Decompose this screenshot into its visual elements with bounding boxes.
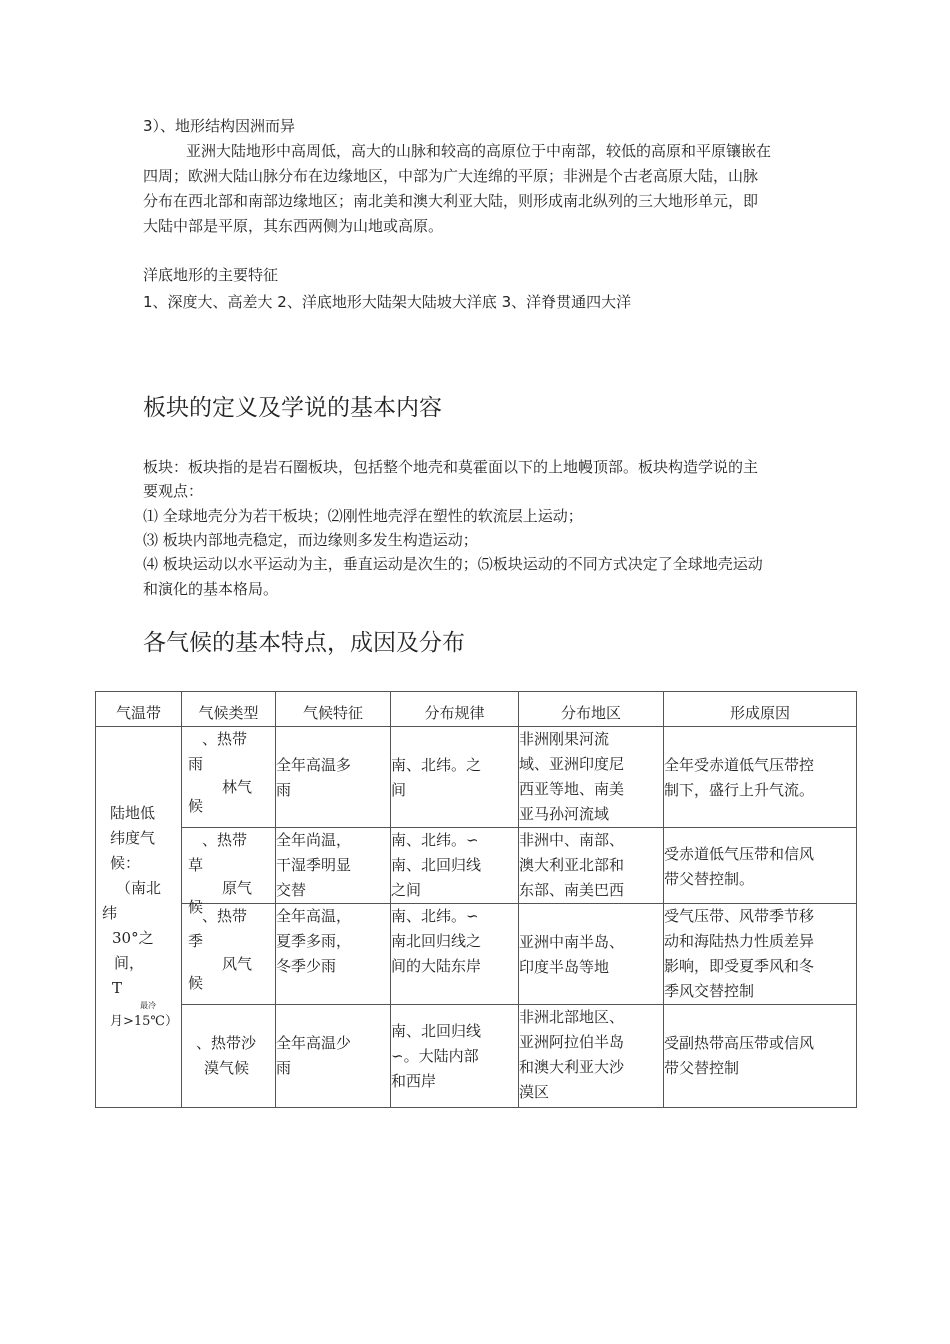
zone-line: 纬度气: [110, 829, 156, 847]
cause-line: 带父替控制: [664, 1059, 740, 1077]
climate-feature-cell: [276, 1005, 391, 1108]
type-line: 、热带: [202, 831, 248, 849]
area-line: 和澳大利亚大沙: [519, 1058, 625, 1076]
cause-line: 影响，即受夏季风和冬: [664, 957, 815, 975]
area-line: 非洲北部地区、: [519, 1008, 625, 1026]
area-line: 亚马孙河流域: [519, 805, 610, 823]
table-header-row: [96, 692, 857, 727]
type-line: 风气: [222, 955, 253, 973]
type-line: 候: [188, 797, 204, 815]
distribution-rule-cell: [391, 727, 519, 828]
zone-line: 30°之: [112, 929, 154, 947]
climate-feature-cell: [276, 727, 391, 828]
table-row: [96, 727, 857, 828]
area-line: 印度半岛等地: [519, 958, 610, 976]
distribution-rule-cell: [391, 828, 519, 904]
feature-line: 交替: [276, 881, 307, 899]
zone-line-subscript: 最冷: [140, 1001, 156, 1010]
cause-line: 全年受赤道低气压带控: [664, 756, 815, 774]
type-line: 草: [188, 856, 204, 874]
climate-type-cell: [182, 1005, 276, 1108]
paragraph-line: 大陆中部是平原，其东西两侧为山地或高原。: [143, 217, 444, 235]
temperature-zone-cell: [96, 727, 182, 1108]
cause-line: 受赤道低气压带和信风: [664, 845, 815, 863]
section-heading-seafloor: 洋底地形的主要特征: [143, 266, 279, 284]
zone-line: 间，: [114, 954, 145, 972]
cause-line: 带父替控制。: [664, 870, 755, 888]
type-line: 季: [188, 932, 204, 950]
formation-cause-cell: [664, 727, 857, 828]
rule-line: 南北回归线之: [391, 932, 482, 950]
zone-line: 月>15℃）: [110, 1014, 178, 1029]
formation-cause-cell: [664, 828, 857, 904]
paragraph-line: 分布在西北部和南部边缘地区；南北美和澳大利亚大陆，则形成南北纵列的三大地形单元，即: [143, 192, 759, 210]
type-line: 原气: [222, 879, 253, 897]
climate-feature-cell: [276, 904, 391, 1005]
plate-section-title: 板块的定义及学说的基本内容: [143, 395, 442, 421]
cause-line: 受副热带高压带或信风: [664, 1034, 815, 1052]
header-cell: 形成原因: [664, 692, 857, 727]
distribution-rule-cell: [391, 1005, 519, 1108]
distribution-area-cell: [519, 1005, 664, 1108]
section-heading-terrain: 3）、地形结构因洲而异: [143, 117, 296, 135]
zone-line: 候：: [110, 854, 141, 872]
area-line: 亚洲阿拉伯半岛: [519, 1033, 625, 1051]
zone-line: 纬: [102, 904, 118, 922]
feature-line: 雨: [276, 1059, 292, 1077]
plate-line: ⑶ 板块内部地壳稳定，而边缘则多发生构造运动；: [143, 531, 478, 549]
area-line: 澳大利亚北部和: [519, 856, 625, 874]
rule-line: 南、北回归线: [391, 1022, 482, 1040]
rule-line: 南、北纬。之: [391, 756, 482, 774]
formation-cause-cell: [664, 904, 857, 1005]
type-line: 林气: [222, 778, 253, 796]
area-line: 非洲刚果河流: [519, 730, 610, 748]
area-line: 非洲中、南部、: [519, 831, 625, 849]
feature-line: 冬季少雨: [276, 957, 337, 975]
climate-feature-cell: [276, 828, 391, 904]
seafloor-features-line: 1、深度大、高差大 2、洋底地形大陆架大陆坡大洋底 3、洋脊贯通四大洋: [143, 293, 632, 311]
plate-line: ⑴ 全球地壳分为若干板块；⑵刚性地壳浮在塑性的软流层上运动；: [143, 507, 583, 525]
table-row: [96, 1005, 857, 1108]
plate-line: ⑷ 板块运动以水平运动为主，垂直运动是次生的；⑸板块运动的不同方式决定了全球地壳运动: [143, 555, 763, 573]
distribution-rule-cell: [391, 904, 519, 1005]
header-cell: 分布地区: [519, 692, 664, 727]
type-line: 候: [188, 898, 204, 916]
type-line: 雨: [188, 755, 204, 773]
cause-line: 季风交替控制: [664, 982, 755, 1000]
rule-line: 南、北回归线: [391, 856, 482, 874]
cause-line: 受气压带、风带季节移: [664, 907, 815, 925]
rule-line: 南、北纬。∽: [391, 831, 479, 849]
zone-line: （南北: [116, 879, 162, 897]
rule-line: 和西岸: [391, 1072, 437, 1090]
feature-line: 夏季多雨，: [276, 932, 352, 950]
area-line: 东部、南美巴西: [519, 881, 625, 899]
type-line: 漠气候: [204, 1059, 250, 1077]
table-row: [96, 904, 857, 1005]
plate-line: 要观点：: [143, 482, 204, 500]
rule-line: 间: [391, 781, 407, 799]
area-line: 亚洲中南半岛、: [519, 933, 625, 951]
header-cell: 气候特征: [276, 692, 391, 727]
header-cell: 分布规律: [391, 692, 519, 727]
plate-line: 板块：板块指的是岩石圈板块，包括整个地壳和莫霍面以下的上地幔顶部。板块构造学说的主: [143, 458, 759, 476]
feature-line: 全年尚温，: [276, 831, 352, 849]
rule-line: 间的大陆东岸: [391, 957, 482, 975]
type-line: 候: [188, 974, 204, 992]
table-row: [96, 828, 857, 904]
paragraph-line: 亚洲大陆地形中高周低，高大的山脉和较高的高原位于中南部，较低的高原和平原镶嵌在: [186, 142, 772, 160]
rule-line: ∽。大陆内部: [391, 1047, 479, 1065]
rule-line: 之间: [391, 881, 422, 899]
distribution-area-cell: [519, 828, 664, 904]
climate-type-cell: [182, 727, 276, 828]
climate-type-cell: [182, 828, 276, 916]
distribution-area-cell: [519, 727, 664, 828]
formation-cause-cell: [664, 1005, 857, 1108]
cause-line: 动和海陆热力性质差异: [664, 932, 815, 950]
area-line: 漠区: [519, 1083, 550, 1101]
rule-line: 南、北纬。∽: [391, 907, 479, 925]
climate-table: [95, 691, 857, 1108]
area-line: 域、亚洲印度尼: [519, 755, 625, 773]
area-line: 西亚等地、南美: [519, 780, 625, 798]
paragraph-line: 四周；欧洲大陆山脉分布在边缘地区，中部为广大连绵的平原；非洲是个古老高原大陆，山脉: [143, 167, 759, 185]
feature-line: 全年高温，: [276, 907, 352, 925]
cause-line: 制下，盛行上升气流。: [664, 781, 815, 799]
distribution-area-cell: [519, 904, 664, 1005]
header-cell: 气候类型: [182, 692, 276, 727]
climate-section-title: 各气候的基本特点，成因及分布: [143, 630, 465, 656]
zone-line: T: [112, 979, 123, 997]
feature-line: 雨: [276, 781, 292, 799]
type-line: 、热带: [202, 730, 248, 748]
feature-line: 干湿季明显: [276, 856, 352, 874]
zone-line: 陆地低: [110, 804, 156, 822]
header-cell: 气温带: [96, 692, 182, 727]
plate-line: 和演化的基本格局。: [143, 580, 279, 598]
feature-line: 全年高温多: [276, 756, 352, 774]
type-line: 、热带: [202, 907, 248, 925]
feature-line: 全年高温少: [276, 1034, 352, 1052]
type-line: 、热带沙: [196, 1034, 257, 1052]
